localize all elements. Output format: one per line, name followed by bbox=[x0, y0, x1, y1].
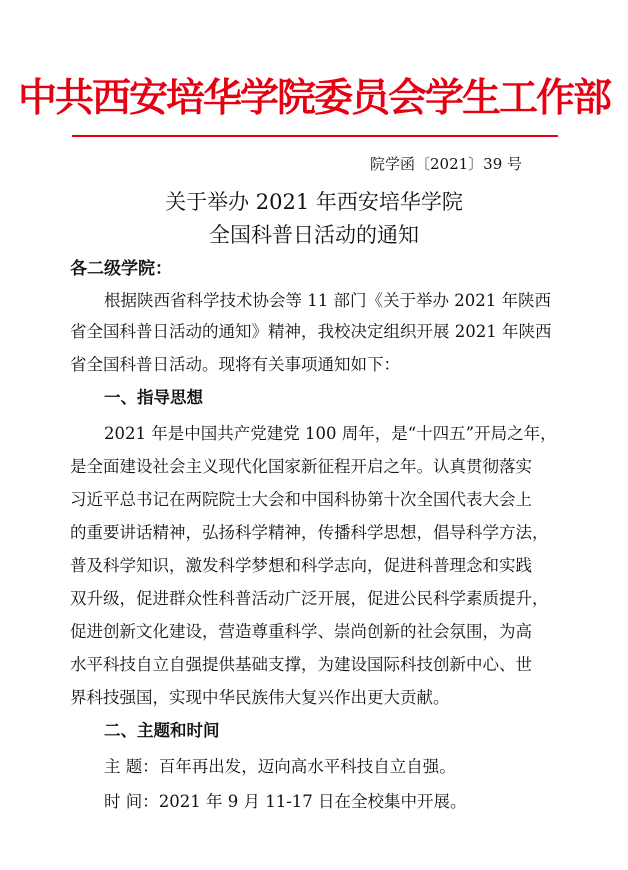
document-title-line-1: 关于举办 2021 年西安培华学院 bbox=[165, 190, 463, 214]
paragraph-line: 2021 年是中国共产党建党 100 周年，是“十四五”开局之年， bbox=[104, 424, 557, 443]
paragraph-line: 的重要讲话精神，弘扬科学精神，传播科学思想，倡导科学方法， bbox=[70, 523, 549, 542]
paragraph-line: 习近平总书记在两院院士大会和中国科协第十次全国代表大会上 bbox=[70, 490, 532, 509]
paragraph-line: 界科技强国，实现中华民族伟大复兴作出更大贡献。 bbox=[70, 688, 450, 707]
document-number: 院学函〔2021〕39 号 bbox=[370, 155, 523, 173]
document-title-line-2: 全国科普日活动的通知 bbox=[209, 223, 419, 247]
red-divider-line bbox=[72, 135, 558, 137]
paragraph-line: 双升级，促进群众性科普活动广泛开展，促进公民科学素质提升， bbox=[70, 589, 549, 608]
intro-line: 省全国科普日活动。现将有关事项通知如下： bbox=[70, 355, 400, 374]
paragraph-line: 水平科技自立自强提供基础支撑，为建设国际科技创新中心、世 bbox=[70, 655, 532, 674]
section-heading-theme-and-time: 二、主题和时间 bbox=[104, 721, 220, 740]
masthead-title: 中共西安培华学院委员会学生工作部 bbox=[17, 75, 610, 121]
paragraph-line: 促进创新文化建设，营造尊重科学、崇尚创新的社会氛围，为高 bbox=[70, 622, 532, 641]
paragraph-line: 普及科学知识，激发科学梦想和科学志向，促进科普理念和实践 bbox=[70, 556, 532, 575]
intro-line: 省全国科普日活动的通知》精神，我校决定组织开展 2021 年陕西 bbox=[70, 322, 552, 341]
salutation: 各二级学院： bbox=[70, 259, 172, 279]
section-heading-guiding-ideology: 一、指导思想 bbox=[104, 388, 203, 407]
intro-line: 根据陕西省科学技术协会等 11 部门《关于举办 2021 年陕西 bbox=[104, 291, 551, 310]
paragraph-line: 是全面建设社会主义现代化国家新征程开启之年。认真贯彻落实 bbox=[70, 457, 532, 476]
theme-line: 主 题：百年再出发，迈向高水平科技自立自强。 bbox=[104, 757, 456, 776]
time-line: 时 间：2021 年 9 月 11-17 日在全校集中开展。 bbox=[104, 792, 467, 811]
